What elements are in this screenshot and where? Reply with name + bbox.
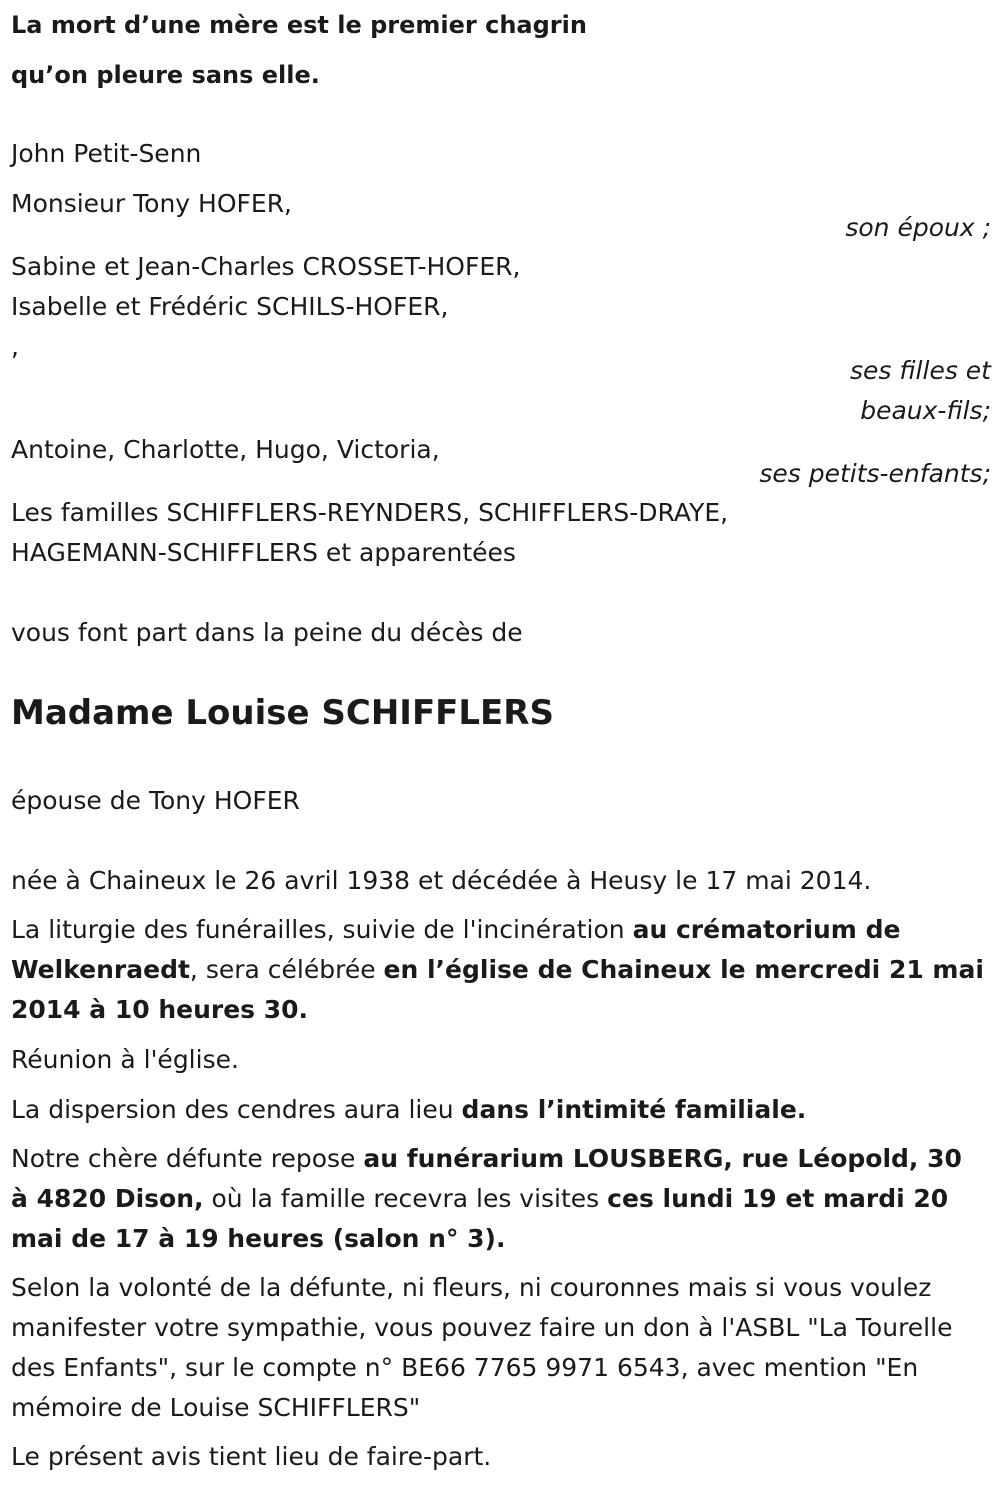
funerarium-text-1: Notre chère défunte repose: [11, 1144, 364, 1173]
quote-line-1: La mort d’une mère est le premier chagrin: [11, 11, 587, 39]
funerarium-paragraph: [11, 1139, 986, 1259]
quote-author: John Petit-Senn: [11, 139, 202, 168]
quote-line-2: qu’on pleure sans elle.: [11, 61, 320, 89]
announcement: vous font part dans la peine du décès de: [11, 618, 523, 647]
daughters-role-1: ses filles et: [850, 356, 991, 385]
deceased-name: Madame Louise SCHIFFLERS: [11, 693, 554, 733]
families-line-1: Les familles SCHIFFLERS-REYNDERS, SCHIFFLERS-DRAYE,: [11, 498, 729, 527]
obituary-notice: [11, 0, 991, 1494]
liturgy-text-2: , sera célébrée: [189, 955, 384, 984]
husband-name: Monsieur Tony HOFER,: [11, 189, 293, 218]
funerarium-bold-1: au funérarium LOUSBERG, rue Léopold, 30 à 4820 Dison,: [11, 1144, 962, 1213]
daughters-role-2: beaux-fils;: [860, 396, 991, 425]
daughter-line-1: Sabine et Jean-Charles CROSSET-HOFER,: [11, 252, 521, 281]
liturgy-text-1: La liturgie des funérailles, suivie de l'incinération: [11, 915, 633, 944]
donation-paragraph: Selon la volonté de la défunte, ni fleurs, ni couronnes mais si vous voulez manifester votre sympathie, vous pouvez faire un don à l'ASBL "La Tourelle des Enfants", sur le compte n° BE66 7765 9971 6543, avec mention "En mémoire de Louise SCHIFFLERS": [11, 1273, 953, 1422]
dispersion-text: La dispersion des cendres aura lieu: [11, 1095, 462, 1124]
closing-line: Le présent avis tient lieu de faire-part.: [11, 1442, 492, 1471]
liturgy-paragraph: [11, 910, 986, 1030]
husband-role: son époux ;: [845, 213, 991, 242]
families-line-2: HAGEMANN-SCHIFFLERS et apparentées: [11, 538, 516, 567]
reunion-line: Réunion à l'église.: [11, 1045, 239, 1074]
spouse-line: épouse de Tony HOFER: [11, 786, 300, 815]
liturgy-bold-2: en l’église de Chaineux le mercredi 21 mai 2014 à 10 heures 30.: [11, 955, 984, 1024]
funerarium-text-2: où la famille recevra les visites: [203, 1184, 608, 1213]
funerarium-bold-2: ces lundi 19 et mardi 20 mai de 17 à 19 heures (salon n° 3).: [11, 1184, 949, 1253]
daughter-line-2: Isabelle et Frédéric SCHILS-HOFER,: [11, 292, 449, 321]
liturgy-bold-1: au crématorium de Welkenraedt: [11, 915, 901, 984]
dispersion-bold: dans l’intimité familiale.: [461, 1095, 807, 1124]
grandchildren-names: Antoine, Charlotte, Hugo, Victoria,: [11, 435, 440, 464]
daughter-line-3: ,: [11, 332, 19, 361]
dispersion-line: [11, 1090, 806, 1130]
grandchildren-role: ses petits-enfants;: [759, 459, 991, 488]
birth-death-line: née à Chaineux le 26 avril 1938 et décédée à Heusy le 17 mai 2014.: [11, 866, 872, 895]
